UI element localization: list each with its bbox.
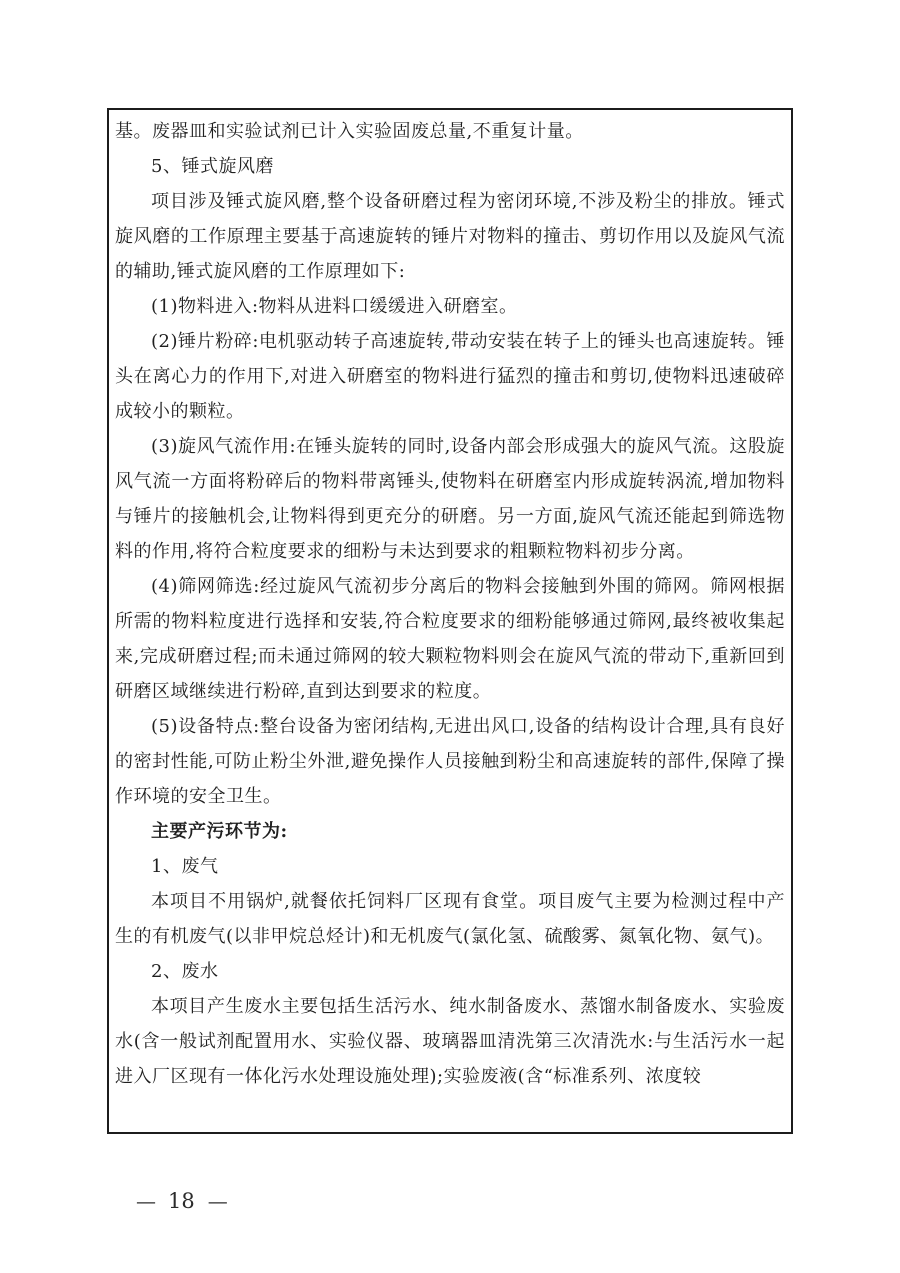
- page-number: 18: [168, 1189, 195, 1213]
- footer-left-dash: —: [136, 1189, 155, 1213]
- paragraph: 本项目不用锅炉,就餐依托饲料厂区现有食堂。项目废气主要为检测过程中产生的有机废气(以非甲烷总烃计)和无机废气(氯化氢、硫酸雾、氮氧化物、氨气)。: [115, 891, 785, 947]
- paragraph: 本项目产生废水主要包括生活污水、纯水制备废水、蒸馏水制备废水、实验废水(含一般试剂配置用水、实验仪器、玻璃器皿清洗第三次清洗水:与生活污水一起进入厂区现有一体化污水处理设施处理);实验废液(含“标准系列、浓度较: [115, 996, 785, 1087]
- paragraph: (5)设备特点:整台设备为密闭结构,无进出风口,设备的结构设计合理,具有良好的密封性能,可防止粉尘外泄,避免操作人员接触到粉尘和高速旋转的部件,保障了操作环境的安全卫生。: [115, 716, 785, 807]
- page-footer: [136, 1186, 227, 1216]
- paragraph: 1、废气: [151, 856, 219, 877]
- footer-right-dash: —: [207, 1189, 227, 1213]
- paragraph: (2)锤片粉碎:电机驱动转子高速旋转,带动安装在转子上的锤头也高速旋转。锤头在离心力的作用下,对进入研磨室的物料进行猛烈的撞击和剪切,使物料迅速破碎成较小的颗粒。: [115, 331, 785, 422]
- content-frame: [107, 108, 793, 1134]
- paragraph: 基。废器皿和实验试剂已计入实验固废总量,不重复计量。: [115, 121, 584, 142]
- paragraph: 5、锤式旋风磨: [151, 156, 274, 177]
- paragraph: 项目涉及锤式旋风磨,整个设备研磨过程为密闭环境,不涉及粉尘的排放。锤式旋风磨的工作原理主要基于高速旋转的锤片对物料的撞击、剪切作用以及旋风气流的辅助,锤式旋风磨的工作原理如下:: [115, 191, 785, 282]
- paragraph: 2、废水: [151, 961, 219, 982]
- paragraph: (1)物料进入:物料从进料口缓缓进入研磨室。: [151, 296, 518, 317]
- paragraph: (4)筛网筛选:经过旋风气流初步分离后的物料会接触到外围的筛网。筛网根据所需的物料粒度进行选择和安装,符合粒度要求的细粉能够通过筛网,最终被收集起来,完成研磨过程;而未通过筛网的较大颗粒物料则会在旋风气流的带动下,重新回到研磨区域继续进行粉碎,直到达到要求的粒度。: [115, 576, 785, 702]
- section-heading: 主要产污环节为:: [151, 821, 288, 842]
- paragraph: (3)旋风气流作用:在锤头旋转的同时,设备内部会形成强大的旋风气流。这股旋风气流一方面将粉碎后的物料带离锤头,使物料在研磨室内形成旋转涡流,增加物料与锤片的接触机会,让物料得到更充分的研磨。另一方面,旋风气流还能起到筛选物料的作用,将符合粒度要求的细粉与未达到要求的粗颗粒物料初步分离。: [115, 436, 785, 562]
